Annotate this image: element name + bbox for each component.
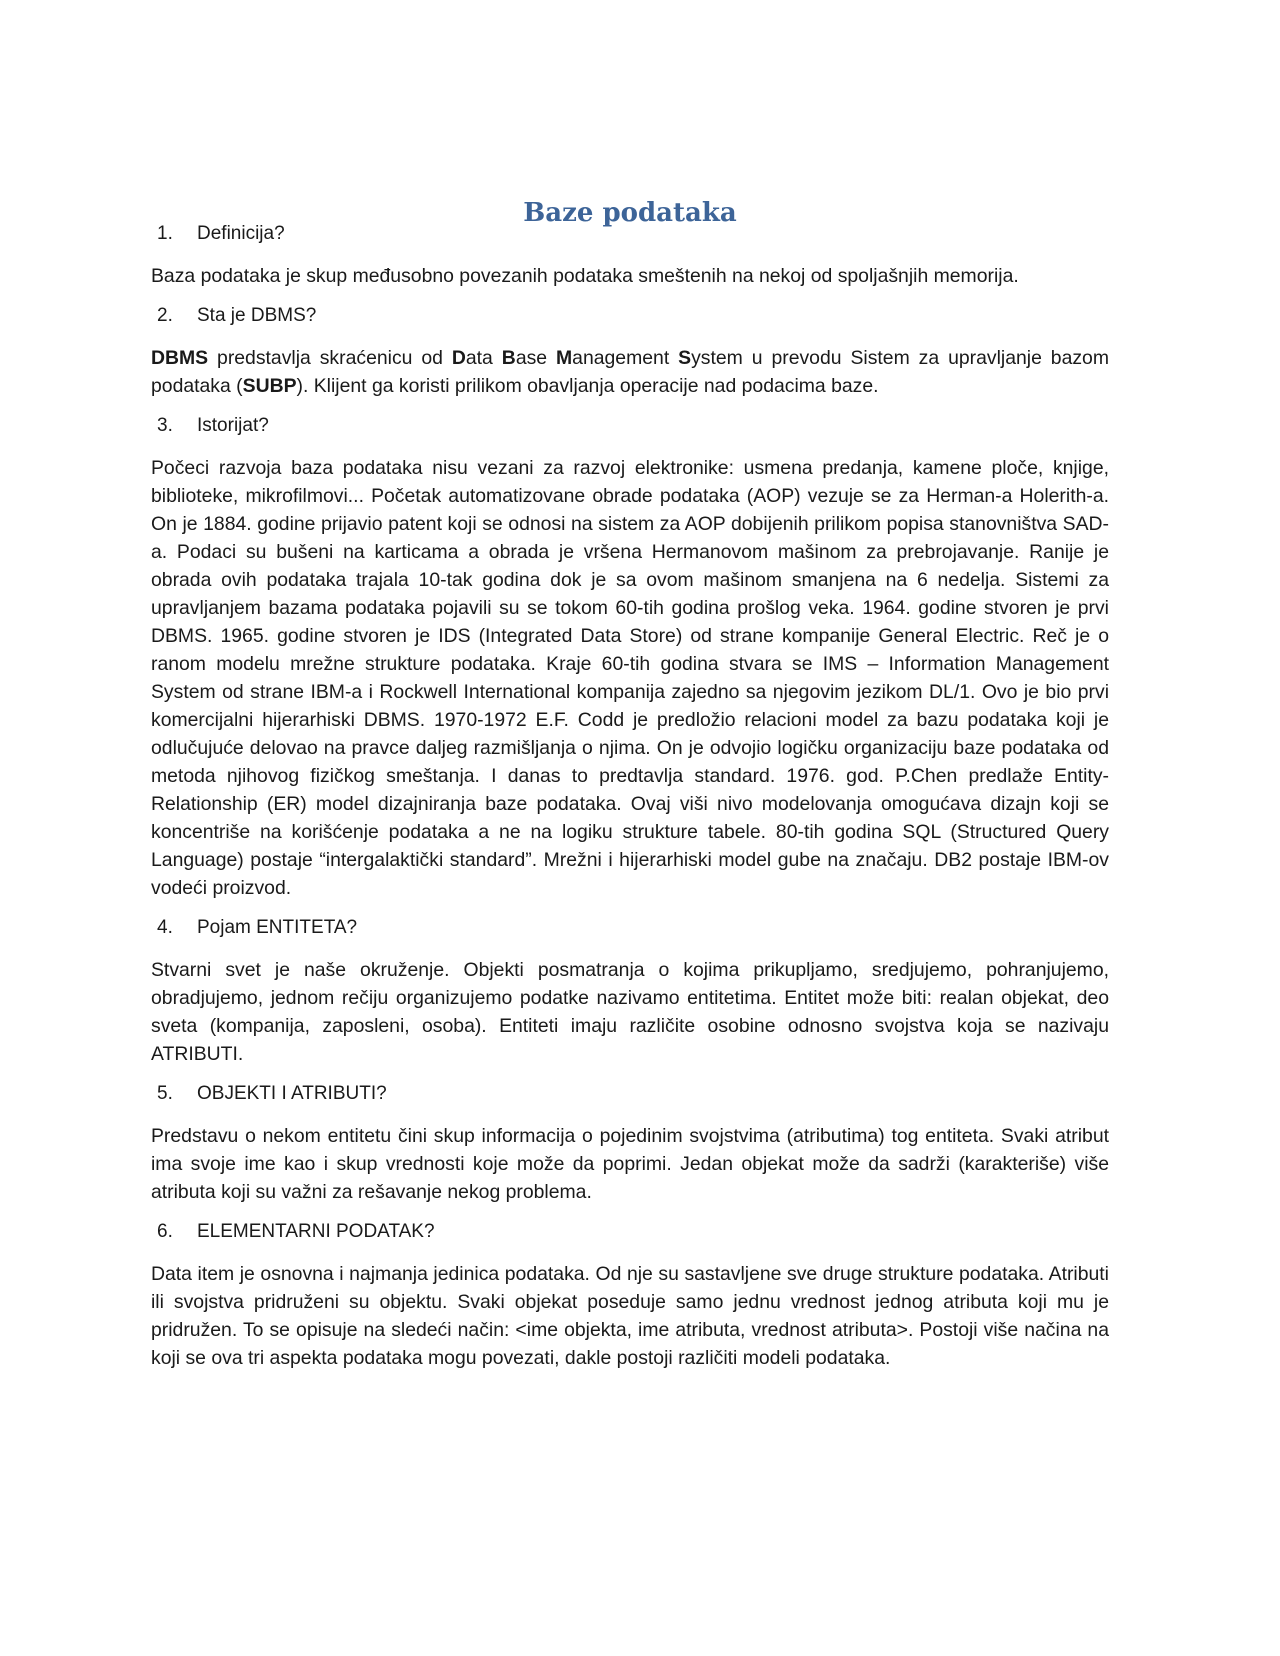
section-heading-elementarni-podatak [151,1220,1109,1244]
section-heading-text: Definicija? [197,223,285,244]
section-heading-entitet [151,916,1109,940]
document-title: Baze podataka [523,198,737,228]
section-paragraph-dbms [151,344,1109,400]
paragraph-text: predstavlja skraćenicu od [208,347,452,369]
section-heading-text: Pojam ENTITETA? [197,917,358,938]
bold-text: D [451,347,466,369]
paragraph-text: anagement [572,347,679,369]
section-number: 2. [157,305,173,326]
document-page [151,196,1109,1386]
section-paragraph-istorijat: Počeci razvoja baza podataka nisu vezani za razvoj elektronike: usmena predanja, kamene ploče, knjige, biblioteke, mikrofilmovi... Početak automatizovane obrade podataka (AOP) vezuje se za Herman-a Holerith-a. On je 1884. godine prijavio patent koji se odnosi na sistem za AOP dobijenih prilikom popisa stanovništva SAD-a. Podaci su bušeni na karticama a obrada je vršena Hermanovom mašinom za prebrojavanje. Ranije je obrada ovih podataka trajala 10-tak godina dok je sa ovom mašinom smanjena na 6 nedelja. Sistemi za upravljanjem bazama podataka pojavili su se tokom 60-tih godina prošlog veka. 1964. godine stvoren je prvi DBMS. 1965. godine stvoren je IDS (Integrated Data Store) od strane kompanije General Electric. Reč je o ranom modelu mrežne strukture podataka. Kraje 60-tih godina stvara se IMS – Information Management System od strane IBM-a i Rockwell International kompanija zajedno sa njegovim jezikom DL/1. Ovo je bio prvi komercijalni hijerarhiski DBMS. 1970-1972 E.F. Codd je predložio relacioni model za bazu podataka koji je odlučujuće delovao na pravce daljeg razmišljanja o njima. On je odvojio logičku organizaciju baze podataka od metoda njihovog fizičkog smeštanja. I danas to predtavlja standard. 1976. god. P.Chen predlaže Entity-Relationship (ER) model dizajniranja baze podataka. Ovaj viši nivo modelovanja omogućava dizajn koji se koncentriše na korišćenje podataka a ne na logiku strukture tabele. 80-tih godina SQL (Structured Query Language) postaje “intergalaktički standard”. Mrežni i hijerarhiski model gube na značaju. DB2 postaje IBM-ov vodeći proizvod. [151,457,1109,899]
section-number: 3. [157,415,173,436]
section-heading-text: OBJEKTI I ATRIBUTI? [197,1083,387,1104]
section-heading-text: Sta je DBMS? [197,305,317,326]
section-number: 6. [157,1221,173,1242]
section-number: 1. [157,223,173,244]
section-paragraph-definicija: Baza podataka je skup međusobno povezanih podataka smeštenih na nekoj od spoljašnjih memorija. [151,265,1019,287]
paragraph-text: ata [465,347,502,369]
bold-text: B [501,347,516,369]
bold-text: M [556,347,573,369]
section-heading-dbms [151,304,1109,328]
bold-text: SUBP [242,375,297,397]
section-paragraph-objekti-atributi: Predstavu o nekom entitetu čini skup informacija o pojedinim svojstvima (atributima) tog entiteta. Svaki atribut ima svoje ime kao i skup vrednosti koje može da poprimi. Jedan objekat može da sadrži (karakteriše) više atributa koji su važni za rešavanje nekog problema. [151,1125,1109,1203]
section-paragraph-entitet: Stvarni svet je naše okruženje. Objekti posmatranja o kojima prikupljamo, sredjujemo, pohranjujemo, obradjujemo, jednom rečiju organizujemo podatke nazivamo entitetima. Entitet može biti: realan objekat, deo sveta (kompanija, zaposleni, osoba). Entiteti imaju različite osobine odnosno svojstva koja se nazivaju ATRIBUTI. [151,959,1109,1065]
section-paragraph-elementarni-podatak: Data item je osnovna i najmanja jedinica podataka. Od nje su sastavljene sve druge strukture podataka. Atributi ili svojstva pridruženi su objektu. Svaki objekat poseduje samo jednu vrednost jednog atributa koji mu je pridružen. To se opisuje na sledeći način: <ime objekta, ime atributa, vrednost atributa>. Postoji više načina na koji se ova tri aspekta podataka mogu povezati, dakle postoji različiti modeli podataka. [151,1263,1109,1369]
paragraph-text: ase [515,347,557,369]
bold-text: DBMS [151,347,209,369]
section-heading-istorijat [151,414,1109,438]
section-heading-text: Istorijat? [197,415,269,436]
section-number: 5. [157,1083,173,1104]
section-heading-text: ELEMENTARNI PODATAK? [197,1221,435,1242]
paragraph-text: ). Klijent ga koristi prilikom obavljanja operacije nad podacima baze. [296,375,879,397]
section-number: 4. [157,917,173,938]
section-heading-objekti-atributi [151,1082,1109,1106]
paragraph-text: ystem u prevodu Sistem za upravljanje bazom podataka ( [151,347,1109,397]
bold-text: S [678,347,692,369]
